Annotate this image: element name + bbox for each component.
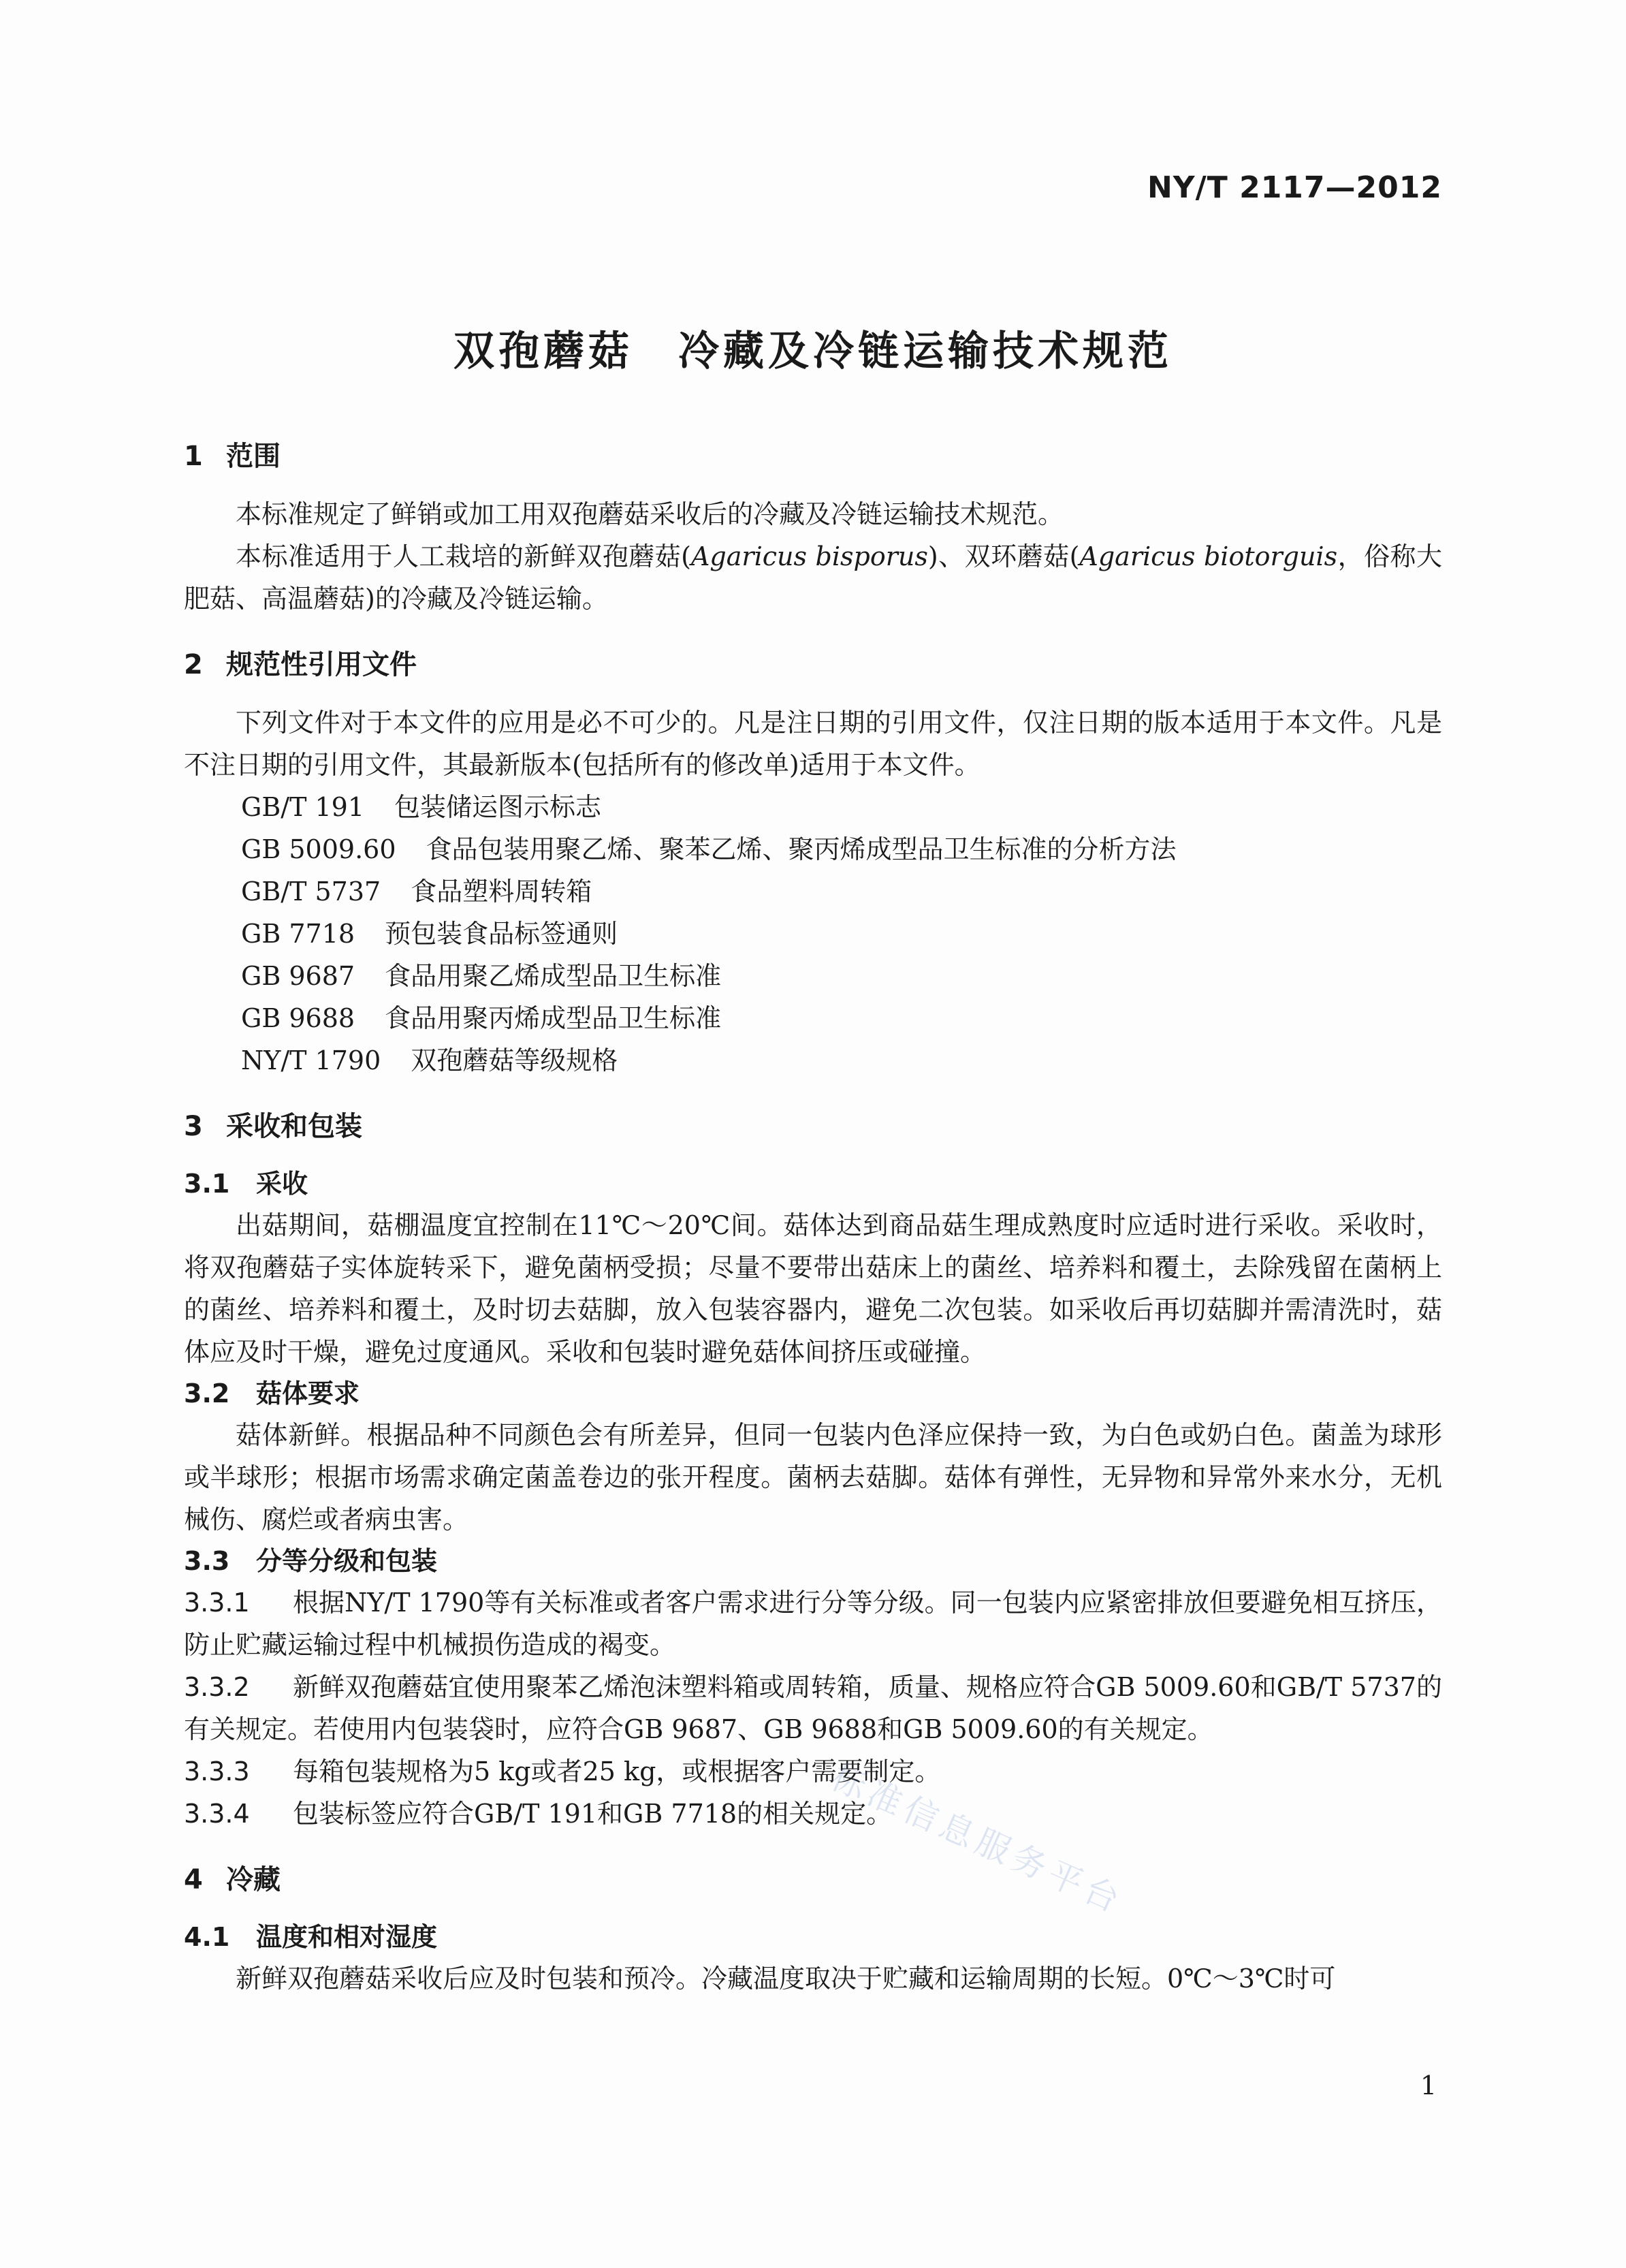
reference-code: GB 9687 xyxy=(241,961,355,991)
reference-name: 食品塑料周转箱 xyxy=(411,877,592,907)
reference-item xyxy=(184,870,1442,913)
paragraph: 新鲜双孢蘑菇采收后应及时包装和预冷。冷藏温度取决于贮藏和运输周期的长短。0℃～3℃时可 xyxy=(236,1964,1336,1994)
reference-code: GB/T 5737 xyxy=(241,877,381,907)
section-2-heading xyxy=(184,644,1442,685)
clause-text: 包装标签应符合GB/T 191和GB 7718的相关规定。 xyxy=(293,1799,893,1829)
subsection-number: 3.2 xyxy=(184,1379,230,1408)
subsection-4-1-heading xyxy=(184,1917,1442,1957)
watermark: 标准信息服务平台 xyxy=(825,1757,1130,1922)
latin-name: Agaricus biotorguis xyxy=(1079,541,1338,571)
section-title: 范围 xyxy=(226,441,281,472)
paragraph: 菇体新鲜。根据品种不同颜色会有所差异，但同一包装内色泽应保持一致，为白色或奶白色。菌盖为球形或半球形；根据市场需求确定菌盖卷边的张开程度。菌柄去菇脚。菇体有弹性，无异物和异常外来水分，无机械伤、腐烂或者病虫害。 xyxy=(184,1420,1442,1534)
section-number: 4 xyxy=(184,1864,203,1895)
section-3-heading xyxy=(184,1106,1442,1147)
reference-code: NY/T 1790 xyxy=(241,1045,381,1075)
clause-number: 3.3.3 xyxy=(184,1757,250,1786)
paragraph: 下列文件对于本文件的应用是必不可少的。凡是注日期的引用文件，仅注日期的版本适用于本文件。凡是不注日期的引用文件，其最新版本(包括所有的修改单)适用于本文件。 xyxy=(184,708,1442,780)
reference-name: 食品用聚乙烯成型品卫生标准 xyxy=(385,961,722,991)
paragraph: 本标准规定了鲜销或加工用双孢蘑菇采收后的冷藏及冷链运输技术规范。 xyxy=(236,499,1064,529)
section-title: 采收和包装 xyxy=(226,1111,362,1142)
clause-item xyxy=(184,1750,1442,1793)
reference-name: 双孢蘑菇等级规格 xyxy=(411,1045,618,1075)
section-number: 3 xyxy=(184,1111,203,1142)
standard-code: NY/T 2117—2012 xyxy=(1147,170,1442,205)
section-title: 规范性引用文件 xyxy=(226,649,417,680)
clause-number: 3.3.1 xyxy=(184,1588,250,1618)
section-4-heading xyxy=(184,1859,1442,1900)
reference-item xyxy=(184,1039,1442,1082)
reference-item xyxy=(184,997,1442,1039)
paragraph: 本标准适用于人工栽培的新鲜双孢蘑菇(Agaricus bisporus)、双环蘑菇(Agaricus biotorguis，俗称大肥菇、高温蘑菇)的冷藏及冷链运输。 xyxy=(184,541,1443,614)
reference-code: GB 7718 xyxy=(241,919,355,949)
subsection-number: 4.1 xyxy=(184,1922,230,1952)
subsection-number: 3.3 xyxy=(184,1546,230,1576)
clause-number: 3.3.4 xyxy=(184,1799,250,1829)
document-body xyxy=(184,436,1442,2000)
subsection-number: 3.1 xyxy=(184,1169,230,1199)
paragraph: 出菇期间，菇棚温度宜控制在11℃～20℃间。菇体达到商品菇生理成熟度时应适时进行采收。采收时，将双孢蘑菇子实体旋转采下，避免菌柄受损；尽量不要带出菇床上的菌丝、培养料和覆土，去除残留在菌柄上的菌丝、培养料和覆土，及时切去菇脚，放入包装容器内，避免二次包装。如采收后再切菇脚并需清洗时，菇体应及时干燥，避免过度通风。采收和包装时避免菇体间挤压或碰撞。 xyxy=(184,1210,1442,1367)
latin-name: Agaricus bisporus xyxy=(690,541,928,571)
section-number: 2 xyxy=(184,649,203,680)
subsection-title: 分等分级和包装 xyxy=(256,1546,438,1576)
section-1-heading xyxy=(184,436,1442,477)
section-title: 冷藏 xyxy=(226,1864,281,1895)
subsection-title: 菇体要求 xyxy=(256,1379,360,1408)
reference-code: GB/T 191 xyxy=(241,792,365,822)
reference-name: 食品用聚丙烯成型品卫生标准 xyxy=(385,1003,722,1033)
reference-item xyxy=(184,955,1442,997)
clause-text: 新鲜双孢蘑菇宜使用聚苯乙烯泡沫塑料箱或周转箱，质量、规格应符合GB 5009.60和GB/T 5737的有关规定。若使用内包装袋时，应符合GB 9687、GB 9688和GB 5009.60的有关规定。 xyxy=(184,1672,1442,1744)
subsection-title: 采收 xyxy=(256,1169,308,1199)
reference-item xyxy=(184,913,1442,955)
clause-number: 3.3.2 xyxy=(184,1672,250,1702)
subsection-title: 温度和相对湿度 xyxy=(256,1922,438,1952)
reference-name: 预包装食品标签通则 xyxy=(385,919,618,949)
subsection-3-2-heading xyxy=(184,1373,1442,1414)
reference-code: GB 5009.60 xyxy=(241,834,396,864)
document-title: 双孢蘑菇 冷藏及冷链运输技术规范 xyxy=(453,328,1173,375)
reference-name: 包装储运图示标志 xyxy=(394,792,602,822)
clause-item xyxy=(184,1666,1442,1750)
reference-code: GB 9688 xyxy=(241,1003,355,1033)
reference-item xyxy=(184,828,1442,870)
clause-text: 根据NY/T 1790等有关标准或者客户需求进行分等分级。同一包装内应紧密排放但要避免相互挤压，防止贮藏运输过程中机械损伤造成的褐变。 xyxy=(184,1588,1442,1660)
reference-name: 食品包装用聚乙烯、聚苯乙烯、聚丙烯成型品卫生标准的分析方法 xyxy=(426,834,1177,864)
section-number: 1 xyxy=(184,441,203,472)
clause-text: 每箱包装规格为5 kg或者25 kg，或根据客户需要制定。 xyxy=(293,1757,941,1786)
subsection-3-1-heading xyxy=(184,1163,1442,1204)
reference-item xyxy=(184,786,1442,828)
clause-item xyxy=(184,1793,1442,1835)
page-number: 1 xyxy=(1420,2070,1437,2100)
subsection-3-3-heading xyxy=(184,1541,1442,1581)
clause-item xyxy=(184,1581,1442,1666)
